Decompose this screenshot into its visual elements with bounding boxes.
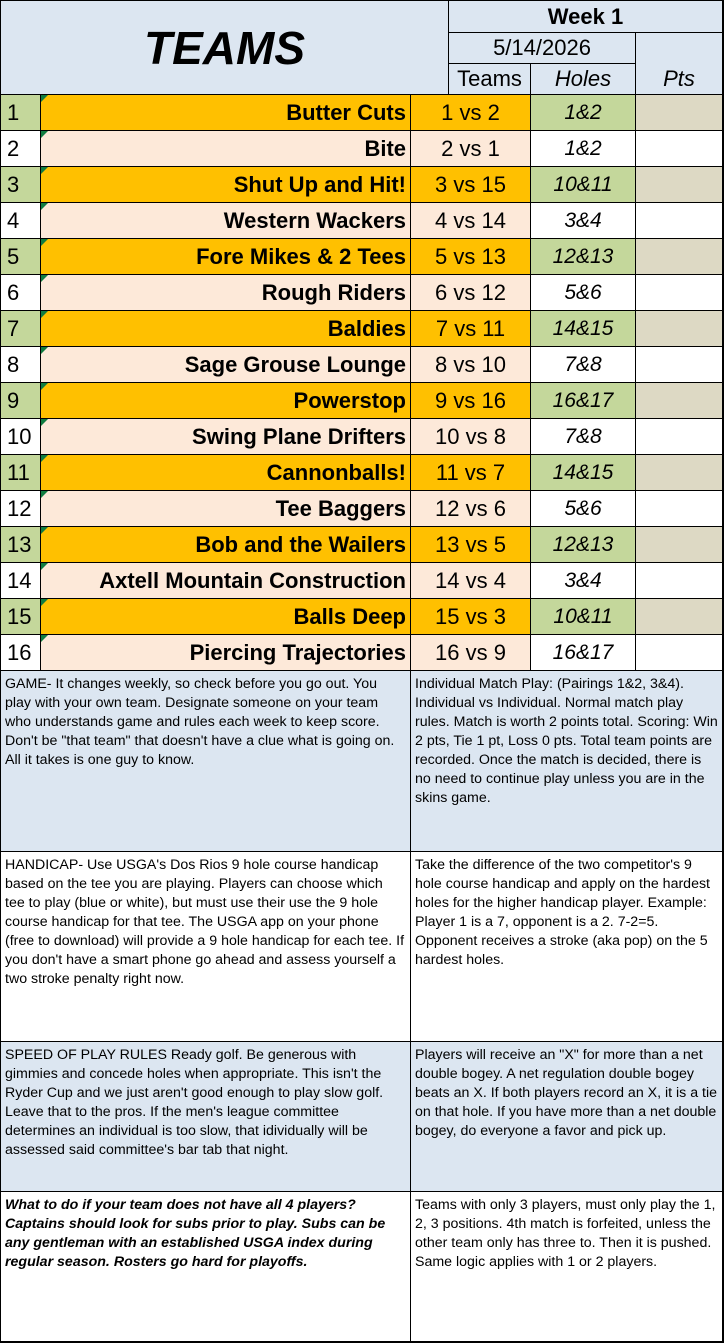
holes-pair: 1&2 xyxy=(531,95,636,131)
matchup: 11 vs 7 xyxy=(411,455,531,491)
team-number: 5 xyxy=(1,239,41,275)
points-cell xyxy=(636,563,723,599)
team-name: Powerstop xyxy=(41,383,411,419)
holes-pair: 14&15 xyxy=(531,455,636,491)
holes-pair: 1&2 xyxy=(531,131,636,167)
matchup: 7 vs 11 xyxy=(411,311,531,347)
team-name: Tee Baggers xyxy=(41,491,411,527)
holes-pair: 3&4 xyxy=(531,563,636,599)
team-number: 11 xyxy=(1,455,41,491)
matchup: 14 vs 4 xyxy=(411,563,531,599)
holes-pair: 16&17 xyxy=(531,383,636,419)
holes-pair: 3&4 xyxy=(531,203,636,239)
points-cell xyxy=(636,455,723,491)
team-number: 15 xyxy=(1,599,41,635)
team-name: Western Wackers xyxy=(41,203,411,239)
points-cell xyxy=(636,491,723,527)
team-number: 2 xyxy=(1,131,41,167)
holes-pair: 7&8 xyxy=(531,419,636,455)
col-header-pts: Pts xyxy=(636,64,723,95)
rule-note-right: Teams with only 3 players, must only play the 1, 2, 3 positions. 4th match is forfeited, unless the other team only has three to. Then it is pushed. Same logic applies with 1 or 2 players. xyxy=(411,1192,723,1342)
team-name: Piercing Trajectories xyxy=(41,635,411,671)
team-number: 9 xyxy=(1,383,41,419)
team-name: Shut Up and Hit! xyxy=(41,167,411,203)
team-number: 16 xyxy=(1,635,41,671)
matchup: 6 vs 12 xyxy=(411,275,531,311)
holes-pair: 12&13 xyxy=(531,239,636,275)
team-number: 6 xyxy=(1,275,41,311)
page-title: TEAMS xyxy=(1,1,449,95)
points-cell xyxy=(636,239,723,275)
holes-pair: 7&8 xyxy=(531,347,636,383)
holes-pair: 12&13 xyxy=(531,527,636,563)
rule-note-left: GAME- It changes weekly, so check before you go out. You play with your own team. Designate someone on your team who understands game and rules each week to keep score. Don't be "that team" that doesn't have a clue what is going on. All it takes is one guy to know. xyxy=(1,671,411,852)
points-cell xyxy=(636,419,723,455)
rule-note-right: Take the difference of the two competitor's 9 hole course handicap and apply on the hardest holes for the higher handicap player. Example: Player 1 is a 7, opponent is a 2. 7-2=5. Opponent receives a stroke (aka pop) on the 5 hardest holes. xyxy=(411,852,723,1042)
rule-note-right: Individual Match Play: (Pairings 1&2, 3&4). Individual vs Individual. Normal match play rules. Match is worth 2 points total. Scoring: Win 2 pts, Tie 1 pt, Loss 0 pts. Total team points are recorded. Once the match is decided, there is no need to continue play unless you are in the skins game. xyxy=(411,671,723,852)
holes-pair: 16&17 xyxy=(531,635,636,671)
holes-pair: 10&11 xyxy=(531,599,636,635)
pts-top-cell xyxy=(636,33,723,64)
team-number: 3 xyxy=(1,167,41,203)
points-cell xyxy=(636,635,723,671)
rule-note-left: SPEED OF PLAY RULES Ready golf. Be generous with gimmies and concede holes when appropriate. This isn't the Ryder Cup and we just aren't good enough to play slow golf. Leave that to the pros. If the men's league committee determines an individual is too slow, that idividually will be assessed said committee's bar tab that night. xyxy=(1,1042,411,1192)
week-label: Week 1 xyxy=(449,1,723,33)
matchup: 3 vs 15 xyxy=(411,167,531,203)
points-cell xyxy=(636,347,723,383)
team-name: Axtell Mountain Construction xyxy=(41,563,411,599)
rule-note-right: Players will receive an "X" for more than a net double bogey. A net regulation double bogey beats an X. If both players record an X, it is a tie on that hole. If you have more than a net double bogey, do everyone a favor and pick up. xyxy=(411,1042,723,1192)
holes-pair: 10&11 xyxy=(531,167,636,203)
matchup: 12 vs 6 xyxy=(411,491,531,527)
holes-pair: 14&15 xyxy=(531,311,636,347)
team-name: Baldies xyxy=(41,311,411,347)
matchup: 1 vs 2 xyxy=(411,95,531,131)
matchup: 16 vs 9 xyxy=(411,635,531,671)
team-number: 14 xyxy=(1,563,41,599)
holes-pair: 5&6 xyxy=(531,275,636,311)
team-name: Swing Plane Drifters xyxy=(41,419,411,455)
rule-note-left: What to do if your team does not have all 4 players? Captains should look for subs prior to play. Subs can be any gentleman with an established USGA index during regular season. Rosters go hard for playoffs. xyxy=(1,1192,411,1342)
matchup: 9 vs 16 xyxy=(411,383,531,419)
matchup: 13 vs 5 xyxy=(411,527,531,563)
team-number: 8 xyxy=(1,347,41,383)
team-name: Sage Grouse Lounge xyxy=(41,347,411,383)
team-name: Rough Riders xyxy=(41,275,411,311)
matchup: 10 vs 8 xyxy=(411,419,531,455)
team-name: Bob and the Wailers xyxy=(41,527,411,563)
team-number: 4 xyxy=(1,203,41,239)
team-number: 7 xyxy=(1,311,41,347)
matchup: 8 vs 10 xyxy=(411,347,531,383)
points-cell xyxy=(636,383,723,419)
col-header-holes: Holes xyxy=(531,64,636,95)
points-cell xyxy=(636,599,723,635)
team-number: 10 xyxy=(1,419,41,455)
points-cell xyxy=(636,311,723,347)
date-label: 5/14/2026 xyxy=(449,33,636,64)
points-cell xyxy=(636,275,723,311)
matchup: 5 vs 13 xyxy=(411,239,531,275)
matchup: 2 vs 1 xyxy=(411,131,531,167)
matchup: 15 vs 3 xyxy=(411,599,531,635)
team-name: Cannonballs! xyxy=(41,455,411,491)
points-cell xyxy=(636,167,723,203)
points-cell xyxy=(636,131,723,167)
points-cell xyxy=(636,203,723,239)
team-name: Balls Deep xyxy=(41,599,411,635)
points-cell xyxy=(636,95,723,131)
team-number: 13 xyxy=(1,527,41,563)
col-header-teams: Teams xyxy=(449,64,531,95)
points-cell xyxy=(636,527,723,563)
team-number: 12 xyxy=(1,491,41,527)
matchup: 4 vs 14 xyxy=(411,203,531,239)
team-name: Bite xyxy=(41,131,411,167)
rule-note-left: HANDICAP- Use USGA's Dos Rios 9 hole course handicap based on the tee you are playing. Players can choose which tee to play (blue or white), but must use their use the 9 hole course handicap for that tee. The USGA app on your phone (free to download) will provide a 9 hole handicap for each tee. If you don't have a smart phone go ahead and assess yourself a two stroke penalty right now. xyxy=(1,852,411,1042)
team-name: Fore Mikes & 2 Tees xyxy=(41,239,411,275)
team-number: 1 xyxy=(1,95,41,131)
team-name: Butter Cuts xyxy=(41,95,411,131)
holes-pair: 5&6 xyxy=(531,491,636,527)
